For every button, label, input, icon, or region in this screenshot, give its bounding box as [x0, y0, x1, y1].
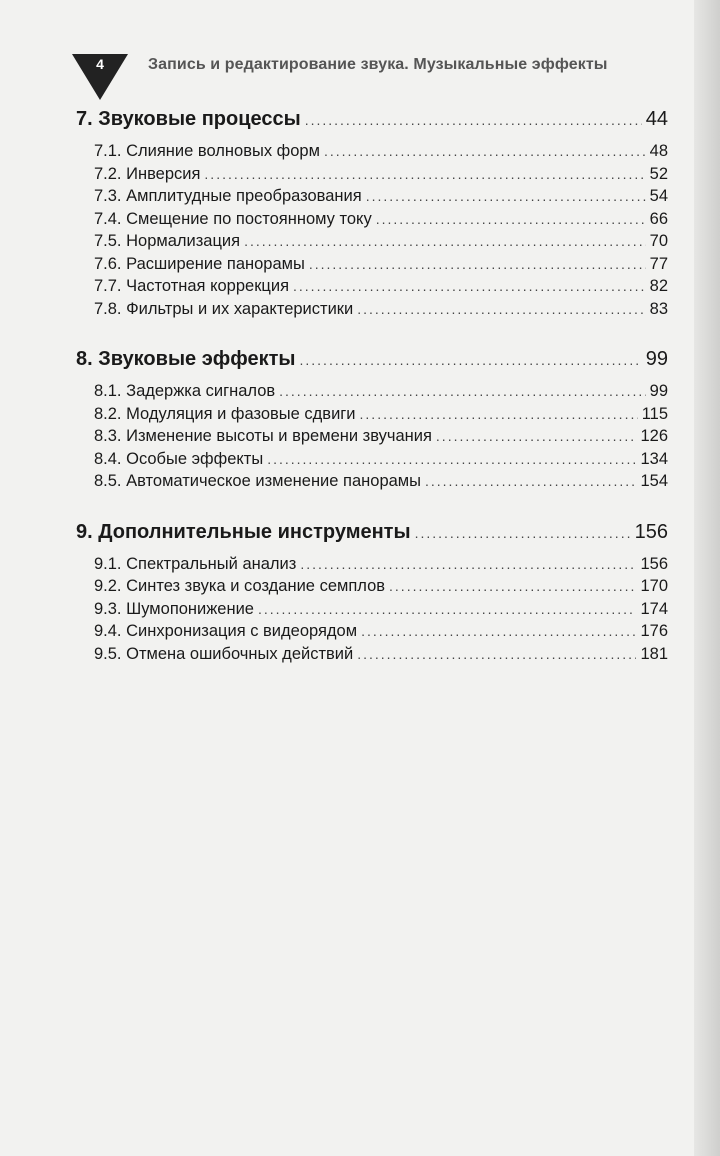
toc-section-title: 7.2. Инверсия [94, 164, 201, 183]
toc-section-entry[interactable] [76, 142, 668, 165]
toc-section-page: 54 [649, 187, 668, 205]
toc-section-page: 134 [640, 449, 668, 468]
toc-chapter [76, 108, 668, 322]
running-header [72, 48, 672, 104]
dot-leader [267, 451, 636, 467]
toc-section-title: 7.8. Фильтры и их характеристики [94, 299, 354, 318]
dot-leader [244, 233, 646, 249]
dot-leader [204, 166, 645, 182]
table-of-contents [76, 108, 668, 693]
toc-section-page: 99 [649, 382, 668, 400]
dot-leader [361, 623, 636, 639]
toc-section-page: 126 [640, 427, 668, 445]
toc-section-entry[interactable] [76, 645, 668, 668]
toc-chapter-title: 8. Звуковые эффекты [76, 348, 296, 370]
toc-section-title: 9.2. Синтез звука и создание семплов [94, 577, 386, 595]
dot-leader [293, 278, 646, 294]
dot-leader [309, 256, 646, 272]
dot-leader [415, 525, 631, 541]
dot-leader [279, 383, 646, 399]
toc-chapter-entry[interactable] [76, 348, 668, 376]
toc-section-entry[interactable] [76, 165, 668, 188]
toc-section-page: 170 [640, 577, 668, 595]
toc-section-title: 8.4. Особые эффекты [94, 449, 264, 468]
toc-section-title: 9.5. Отмена ошибочных действий [94, 644, 354, 663]
dot-leader [300, 352, 642, 368]
toc-section-title: 7.3. Амплитудные преобразования [94, 187, 362, 205]
dot-leader [389, 578, 636, 594]
toc-section-page: 48 [649, 142, 668, 160]
toc-section-page: 83 [649, 299, 668, 318]
toc-chapter-title: 9. Дополнительные инструменты [76, 520, 411, 543]
toc-section-entry[interactable] [76, 277, 668, 300]
dot-leader [360, 406, 638, 422]
dot-leader [258, 601, 636, 617]
dot-leader [376, 211, 646, 227]
toc-section-entry[interactable] [76, 382, 668, 405]
toc-section-page: 52 [649, 164, 668, 183]
toc-section-title: 8.1. Задержка сигналов [94, 382, 276, 400]
toc-section-entry[interactable] [76, 555, 668, 578]
toc-section-page: 156 [640, 554, 668, 573]
toc-section-title: 8.3. Изменение высоты и времени звучания [94, 427, 432, 445]
toc-section-page: 176 [640, 622, 668, 640]
toc-chapter-entry[interactable] [76, 108, 668, 136]
toc-chapter [76, 521, 668, 668]
toc-section-title: 9.1. Спектральный анализ [94, 554, 297, 573]
toc-section-entry[interactable] [76, 210, 668, 233]
dot-leader [357, 301, 645, 317]
page-edge [694, 0, 720, 1156]
toc-chapter-page: 99 [645, 348, 668, 370]
toc-section-title: 9.3. Шумопонижение [94, 599, 254, 618]
toc-section-page: 181 [640, 644, 668, 663]
toc-section-page: 77 [649, 254, 668, 273]
toc-section-title: 7.7. Частотная коррекция [94, 277, 290, 295]
toc-section-page: 66 [649, 209, 668, 228]
toc-section-entry[interactable] [76, 472, 668, 495]
toc-section-title: 7.4. Смещение по постоянному току [94, 209, 372, 228]
toc-section-title: 9.4. Синхронизация с видеорядом [94, 622, 358, 640]
dot-leader [425, 473, 636, 489]
toc-section-entry[interactable] [76, 600, 668, 623]
dot-leader [436, 428, 637, 444]
dot-leader [366, 188, 646, 204]
toc-section-entry[interactable] [76, 232, 668, 255]
toc-section-title: 7.1. Слияние волновых форм [94, 142, 320, 160]
dot-leader [300, 556, 636, 572]
toc-section-entry[interactable] [76, 427, 668, 450]
toc-section-entry[interactable] [76, 622, 668, 645]
toc-section-page: 82 [649, 277, 668, 295]
toc-section-entry[interactable] [76, 187, 668, 210]
toc-section-title: 8.5. Автоматическое изменение панорамы [94, 472, 421, 490]
toc-section-page: 115 [641, 404, 668, 423]
toc-section-page: 154 [640, 472, 668, 490]
toc-section-entry[interactable] [76, 300, 668, 323]
toc-chapter-page: 44 [645, 108, 668, 130]
toc-section-page: 70 [649, 232, 668, 250]
toc-section-entry[interactable] [76, 450, 668, 473]
toc-chapter-entry[interactable] [76, 521, 668, 549]
toc-section-title: 7.6. Расширение панорамы [94, 254, 305, 273]
toc-chapter-page: 156 [634, 520, 668, 543]
toc-section-page: 174 [640, 599, 668, 618]
toc-chapter-title: 7. Звуковые процессы [76, 108, 301, 130]
toc-section-title: 7.5. Нормализация [94, 232, 241, 250]
toc-chapter [76, 348, 668, 495]
toc-section-entry[interactable] [76, 577, 668, 600]
toc-section-entry[interactable] [76, 405, 668, 428]
dot-leader [357, 646, 636, 662]
toc-section-title: 8.2. Модуляция и фазовые сдвиги [94, 404, 356, 423]
dot-leader [324, 143, 646, 159]
chapter-marker-number: 4 [96, 56, 104, 72]
dot-leader [305, 112, 642, 128]
toc-section-entry[interactable] [76, 255, 668, 278]
running-header-title: Запись и редактирование звука. Музыкальные эффекты [148, 56, 608, 73]
